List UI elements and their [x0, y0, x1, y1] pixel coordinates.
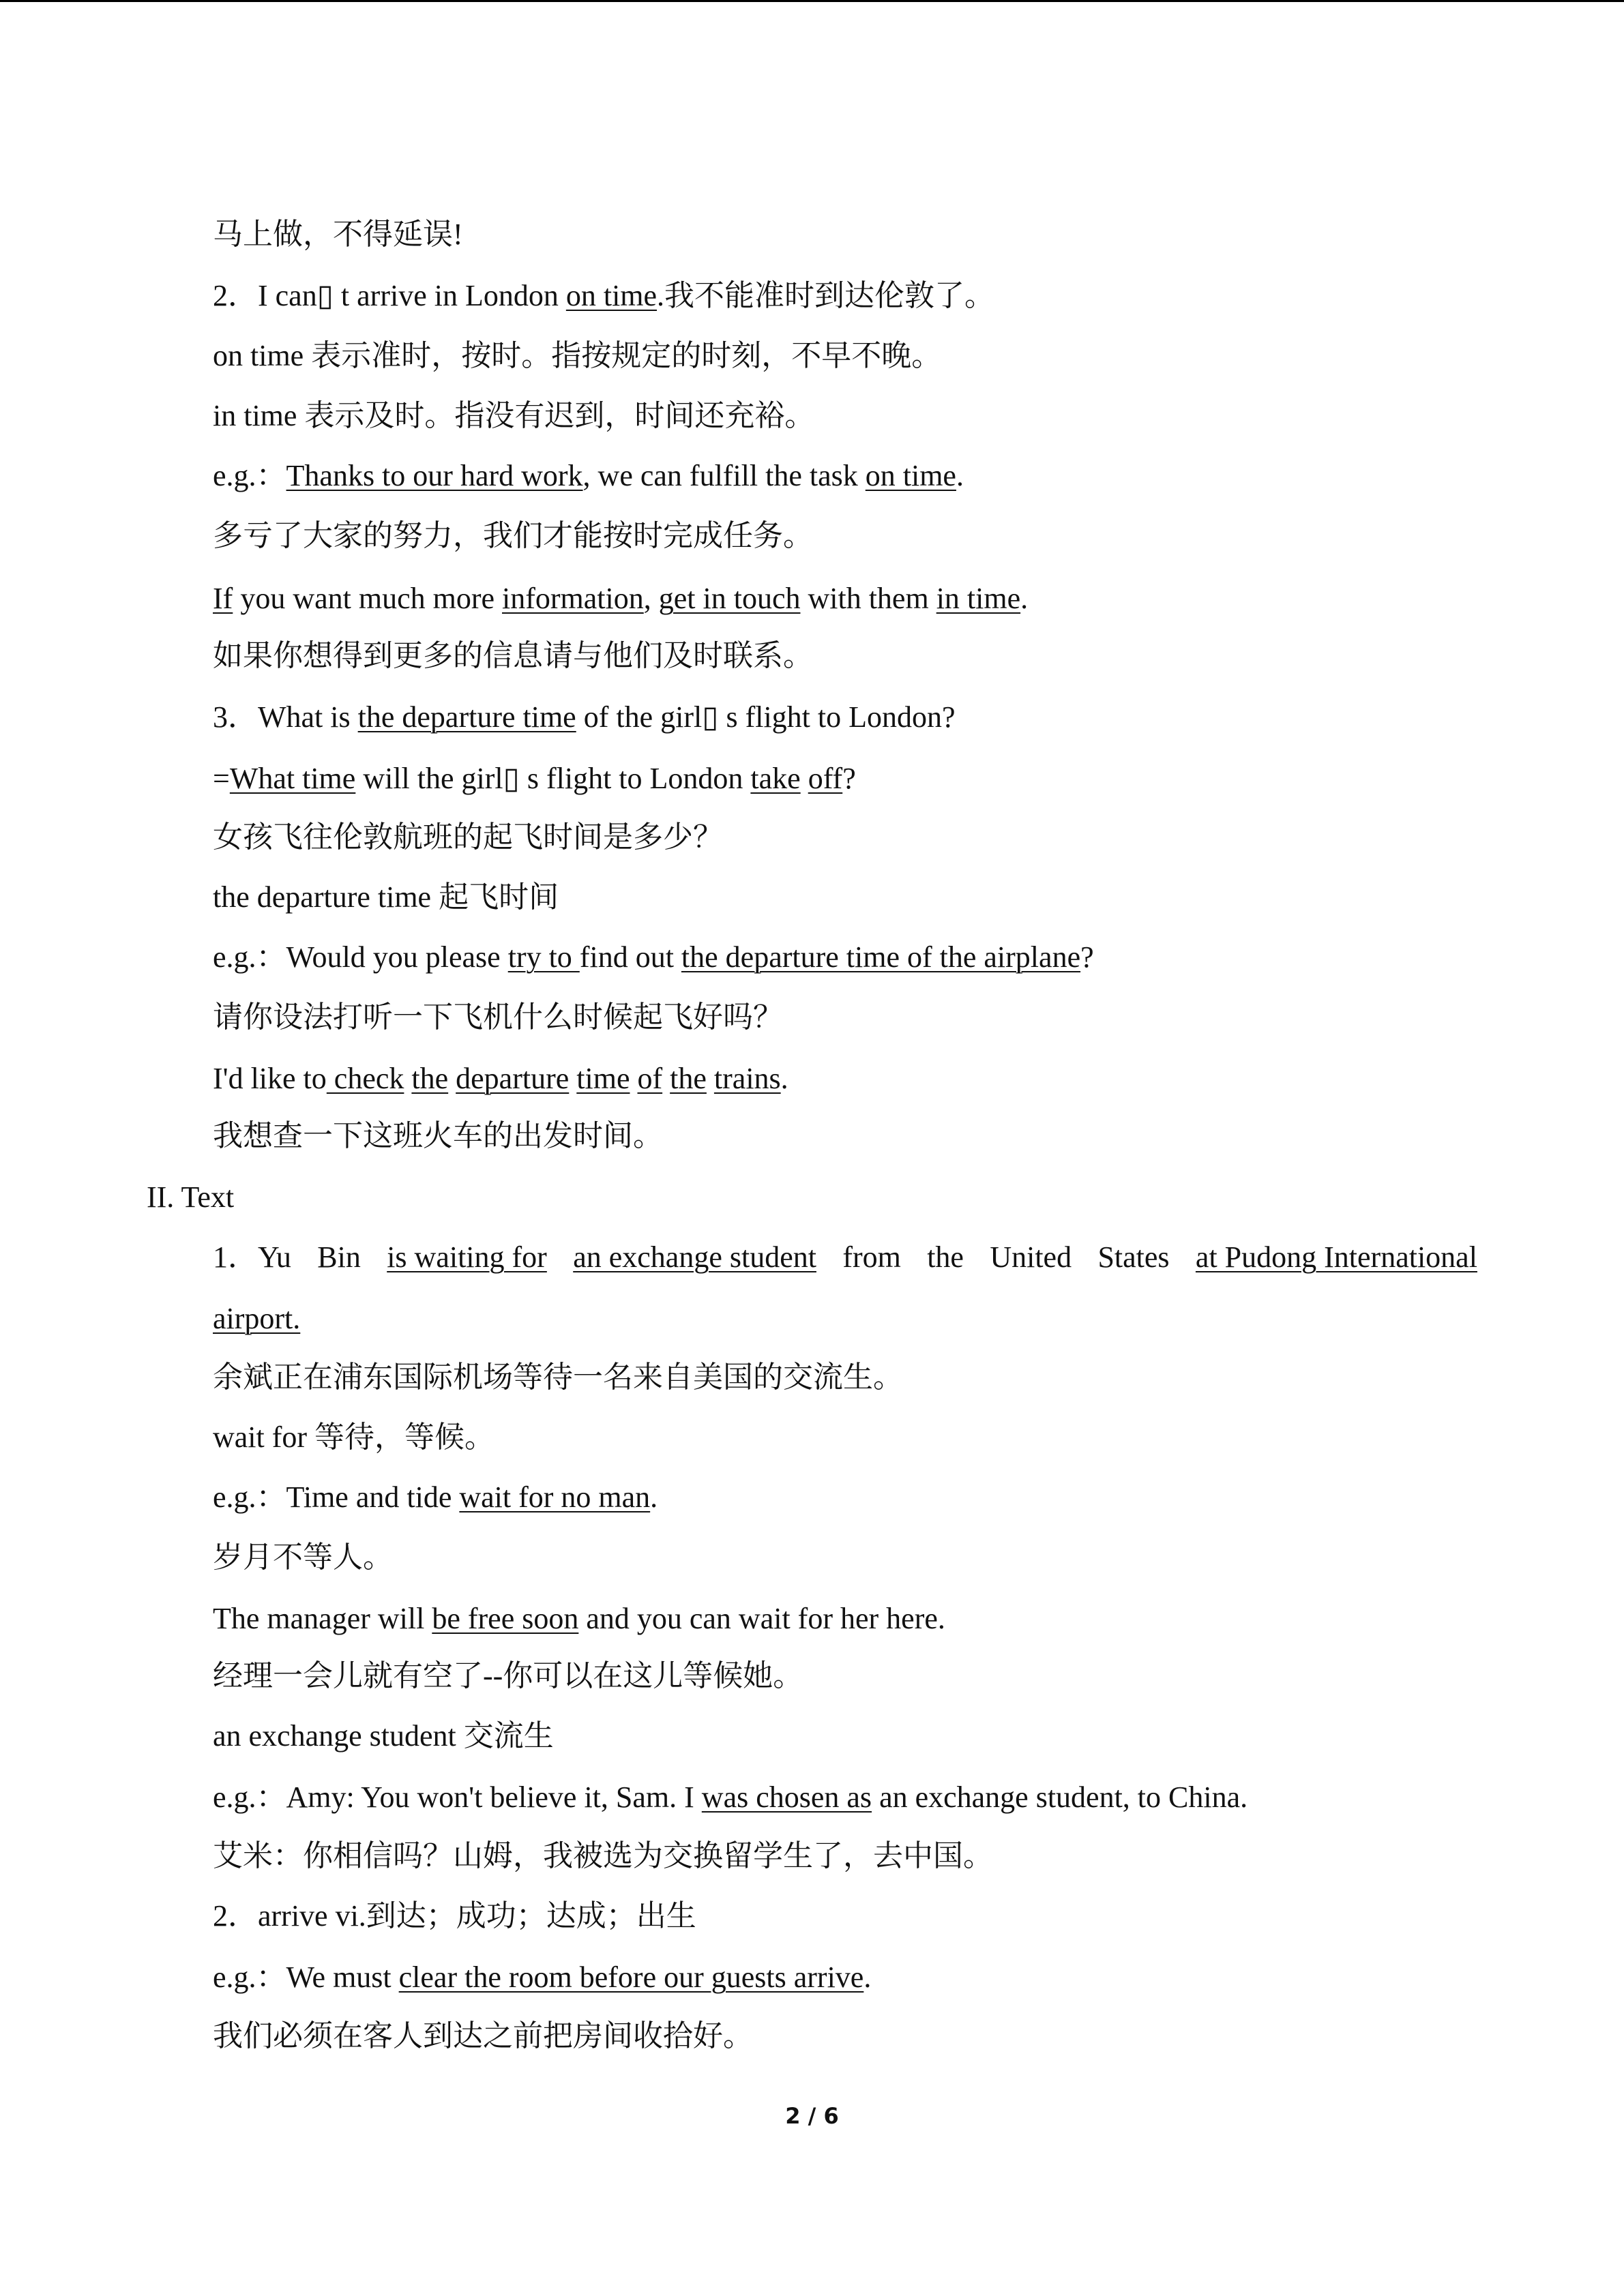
- text-line: e.g.：Amy: You won't believe it, Sam. I was chosen as an exchange student, to China.: [213, 1780, 1248, 1814]
- text-line: the departure time 起飞时间: [213, 880, 559, 914]
- text-line: 艾米：你相信吗？山姆，我被选为交换留学生了，去中国。: [213, 1839, 993, 1873]
- text-line: 经理一会儿就有空了--你可以在这儿等候她。: [213, 1659, 803, 1693]
- underlined-phrase: time: [576, 1062, 630, 1095]
- text-line: wait for 等待，等候。: [213, 1420, 495, 1454]
- underlined-phrase: was chosen as: [701, 1780, 872, 1814]
- underlined-phrase: an exchange student: [573, 1240, 816, 1274]
- underlined-phrase: off: [808, 762, 843, 795]
- text-line: e.g.：We must clear the room before our guests arrive.: [213, 1960, 872, 1994]
- text-line: 多亏了大家的努力，我们才能按时完成任务。: [213, 519, 813, 552]
- text-line: e.g.：Time and tide wait for no man.: [213, 1480, 658, 1514]
- underlined-phrase: is waiting for: [387, 1240, 547, 1274]
- underlined-phrase: What time: [229, 762, 356, 795]
- text-line: 马上做，不得延误!: [213, 218, 463, 251]
- text-line: I'd like to check the departure time of the trains.: [213, 1062, 788, 1095]
- underlined-phrase: on time: [865, 459, 956, 492]
- underlined-phrase: the departure time of the airplane: [681, 940, 1081, 974]
- text-line: 2．arrive vi.到达；成功；达成；出生: [213, 1899, 696, 1933]
- text-line: 女孩飞往伦敦航班的起飞时间是多少？: [213, 820, 723, 854]
- underlined-phrase: of: [637, 1062, 663, 1095]
- page-number: 2 / 6: [785, 2103, 839, 2129]
- underlined-phrase: Thanks to our hard work: [286, 459, 583, 492]
- underlined-phrase: the: [411, 1062, 449, 1095]
- underlined-phrase: If: [213, 582, 233, 615]
- underlined-phrase: airport.: [213, 1302, 301, 1335]
- text-line: The manager will be free soon and you can wait for her here.: [213, 1602, 945, 1635]
- underlined-phrase: in time: [936, 582, 1021, 615]
- text-line: 2．I can▯ t arrive in London on time.我不能准时到达伦敦了。: [213, 279, 995, 312]
- text-line: e.g.：Would you please try to find out the departure time of the airplane?: [213, 940, 1094, 974]
- underlined-phrase: at Pudong International: [1195, 1240, 1477, 1274]
- text-line: 1．Yu Bin is waiting for an exchange student from the United States at Pudong International: [213, 1240, 1477, 1274]
- underlined-phrase: clear the room before our guests arrive: [398, 1960, 864, 1994]
- underlined-phrase: try to: [507, 940, 580, 974]
- underlined-phrase: get in touch: [658, 582, 801, 615]
- text-line: 请你设法打听一下飞机什么时候起飞好吗？: [213, 1000, 783, 1034]
- text-line: 如果你想得到更多的信息请与他们及时联系。: [213, 639, 813, 672]
- text-line: 3．What is the departure time of the girl▯ s flight to London?: [213, 700, 956, 734]
- text-line: 我想查一下这班火车的出发时间。: [213, 1119, 663, 1152]
- underlined-phrase: be free soon: [432, 1602, 579, 1635]
- underlined-phrase: trains: [713, 1062, 781, 1095]
- text-line: on time 表示准时，按时。指按规定的时刻，不早不晚。: [213, 339, 942, 372]
- underlined-phrase: wait for no man: [459, 1480, 651, 1514]
- underlined-phrase: on time: [565, 279, 658, 312]
- underlined-phrase: the: [670, 1062, 707, 1095]
- text-line: If you want much more information, get in touch with them in time.: [213, 582, 1029, 615]
- text-line: in time 表示及时。指没有迟到，时间还充裕。: [213, 399, 815, 432]
- section-heading: II. Text: [147, 1180, 235, 1214]
- underlined-phrase: check: [326, 1062, 404, 1095]
- underlined-phrase: the departure time: [357, 700, 576, 734]
- text-line: e.g.：Thanks to our hard work, we can fulfill the task on time.: [213, 459, 964, 492]
- text-line: an exchange student 交流生: [213, 1719, 554, 1753]
- text-line: 岁月不等人。: [213, 1540, 393, 1574]
- underlined-phrase: take: [750, 762, 801, 795]
- underlined-phrase: departure: [456, 1062, 570, 1095]
- text-line: [213, 1304, 300, 1334]
- text-line: =What time will the girl▯ s flight to London take off?: [213, 762, 856, 795]
- underlined-phrase: information: [502, 582, 644, 615]
- text-line: 我们必须在客人到达之前把房间收拾好。: [213, 2019, 753, 2053]
- text-line: 余斌正在浦东国际机场等待一名来自美国的交流生。: [213, 1360, 903, 1394]
